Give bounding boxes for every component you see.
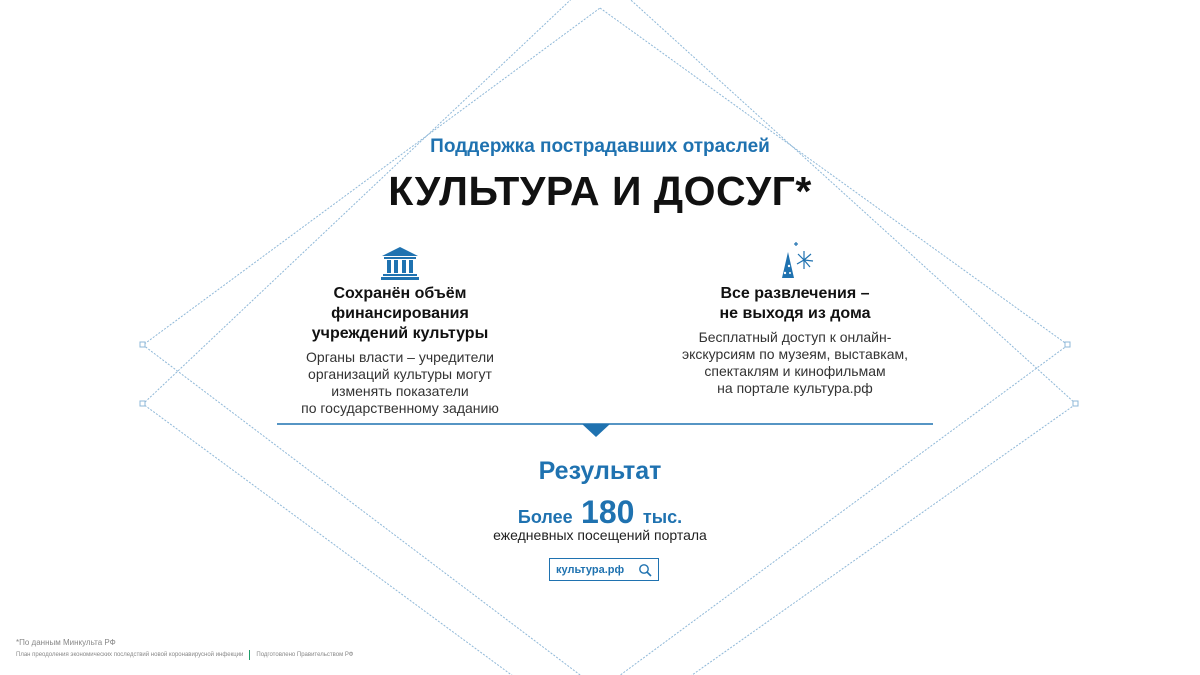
result-prefix: Более: [517, 507, 573, 527]
left-feature-block: [255, 240, 545, 417]
page-subtitle: Поддержка пострадавших отраслей: [430, 136, 770, 157]
right-description: Бесплатный доступ к онлайн- экскурсиям по музеям, выставкам, спектаклям и кинофильмам на портале культура.рф: [681, 329, 909, 396]
footer: [16, 650, 353, 660]
result-caption: ежедневных посещений портала: [493, 527, 707, 543]
search-text: культура.рф: [556, 563, 625, 576]
left-description: Органы власти – учредители организаций культуры могут изменять показатели по государственному заданию: [301, 349, 499, 416]
right-heading: Все развлечения – не выходя из дома: [719, 285, 871, 322]
portal-search-box[interactable]: [549, 558, 659, 581]
right-feature-block: [650, 240, 940, 397]
result-unit: тыс.: [642, 507, 683, 527]
footer-left-text: План преодоления экономических последствий новой коронавирусной инфекции: [16, 652, 244, 658]
footer-right-text: Подготовлено Правительством РФ: [256, 652, 354, 658]
result-value: [400, 494, 800, 531]
fireworks-icon: [650, 240, 940, 280]
footnote: *По данным Минкульта РФ: [16, 638, 116, 647]
result-number: 180: [581, 494, 635, 530]
footer-separator: [249, 650, 250, 660]
divider-arrow-icon: [582, 424, 610, 437]
left-heading: Сохранён объём финансирования учреждений культуры: [311, 285, 489, 342]
result-title: Результат: [538, 457, 662, 485]
search-icon[interactable]: [638, 563, 652, 577]
museum-building-icon: [255, 240, 545, 280]
page-title: КУЛЬТУРА И ДОСУГ*: [388, 168, 812, 214]
